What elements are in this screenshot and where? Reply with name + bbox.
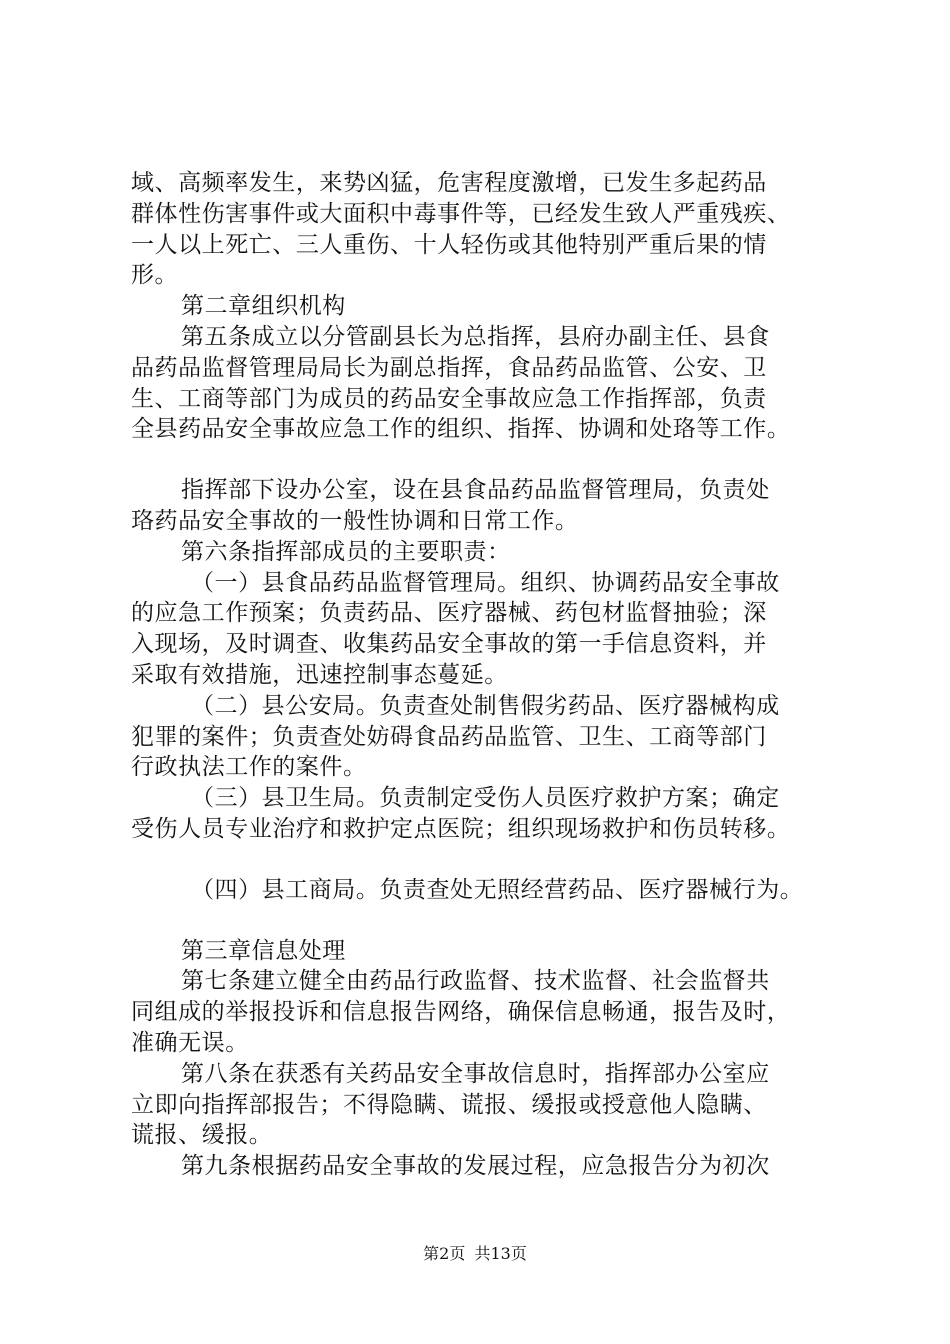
article-line: 第六条指挥部成员的主要职责：	[181, 538, 511, 565]
body-line: 全县药品安全事故应急工作的组织、指挥、协调和处珞等工作。	[131, 416, 791, 443]
body-line: 行政执法工作的案件。	[131, 754, 367, 781]
body-line: 受伤人员专业治疗和救护定点医院；组织现场救护和伤员转移。	[131, 815, 791, 842]
body-line: 准确无误。	[131, 1029, 249, 1056]
chapter-heading: 第二章组织机构	[181, 293, 346, 320]
chapter-heading: 第三章信息处理	[181, 937, 346, 964]
body-line: 立即向指挥部报告；不得隐瞒、谎报、缓报或授意他人隐瞒、	[131, 1091, 767, 1118]
paragraph-line: 指挥部下设办公室，设在县食品药品监督管理局，负责处	[181, 477, 770, 504]
page-number: 第2页	[423, 1244, 466, 1263]
body-line: 同组成的举报投诉和信息报告网络，确保信息畅通，报告及时，	[131, 999, 791, 1026]
body-line: 群体性伤害事件或大面积中毒事件等，已经发生致人严重残疾、	[131, 200, 791, 227]
body-line: 域、高频率发生，来势凶猛，危害程度激增，已发生多起药品	[131, 170, 767, 196]
body-line: 形。	[131, 262, 179, 289]
page-total: 共13页	[474, 1244, 527, 1263]
body-line: 珞药品安全事故的一般性协调和日常工作。	[131, 507, 579, 534]
paragraph-gap	[131, 906, 843, 936]
list-item-line: （四）县工商局。负责查处无照经营药品、医疗器械行为。	[191, 876, 804, 903]
body-line: 品药品监督管理局局长为副总指挥，食品药品监管、公安、卫	[131, 354, 767, 381]
body-line: 犯罪的案件；负责查处妨碍食品药品监管、卫生、工商等部门	[131, 723, 767, 750]
article-line: 第五条成立以分管副县长为总指挥，县府办副主任、县食	[181, 323, 770, 350]
paragraph-gap	[131, 445, 843, 475]
list-item-line: （三）县卫生局。负责制定受伤人员医疗救护方案；确定	[191, 785, 780, 812]
body-line: 生、工商等部门为成员的药品安全事故应急工作指挥部，负责	[131, 385, 767, 412]
article-line: 第七条建立健全由药品行政监督、技术监督、社会监督共	[181, 968, 770, 995]
article-line: 第八条在获悉有关药品安全事故信息时，指挥部办公室应	[181, 1060, 770, 1087]
document-body	[131, 168, 843, 1182]
paragraph-gap	[131, 845, 843, 875]
article-line: 第九条根据药品安全事故的发展过程，应急报告分为初次	[181, 1153, 770, 1180]
list-item-line: （一）县食品药品监督管理局。组织、协调药品安全事故	[191, 569, 780, 596]
body-line: 的应急工作预案；负责药品、医疗器械、药包材监督抽验；深	[131, 600, 767, 627]
page-footer	[0, 1241, 950, 1264]
body-line: 一人以上死亡、三人重伤、十人轻伤或其他特别严重后果的情	[131, 231, 767, 258]
body-line: 谎报、缓报。	[131, 1122, 273, 1149]
body-line: 采取有效措施，迅速控制事态蔓延。	[131, 661, 508, 688]
body-line: 入现场，及时调查、收集药品安全事故的第一手信息资料，并	[131, 631, 767, 658]
list-item-line: （二）县公安局。负责查处制售假劣药品、医疗器械构成	[191, 692, 780, 719]
